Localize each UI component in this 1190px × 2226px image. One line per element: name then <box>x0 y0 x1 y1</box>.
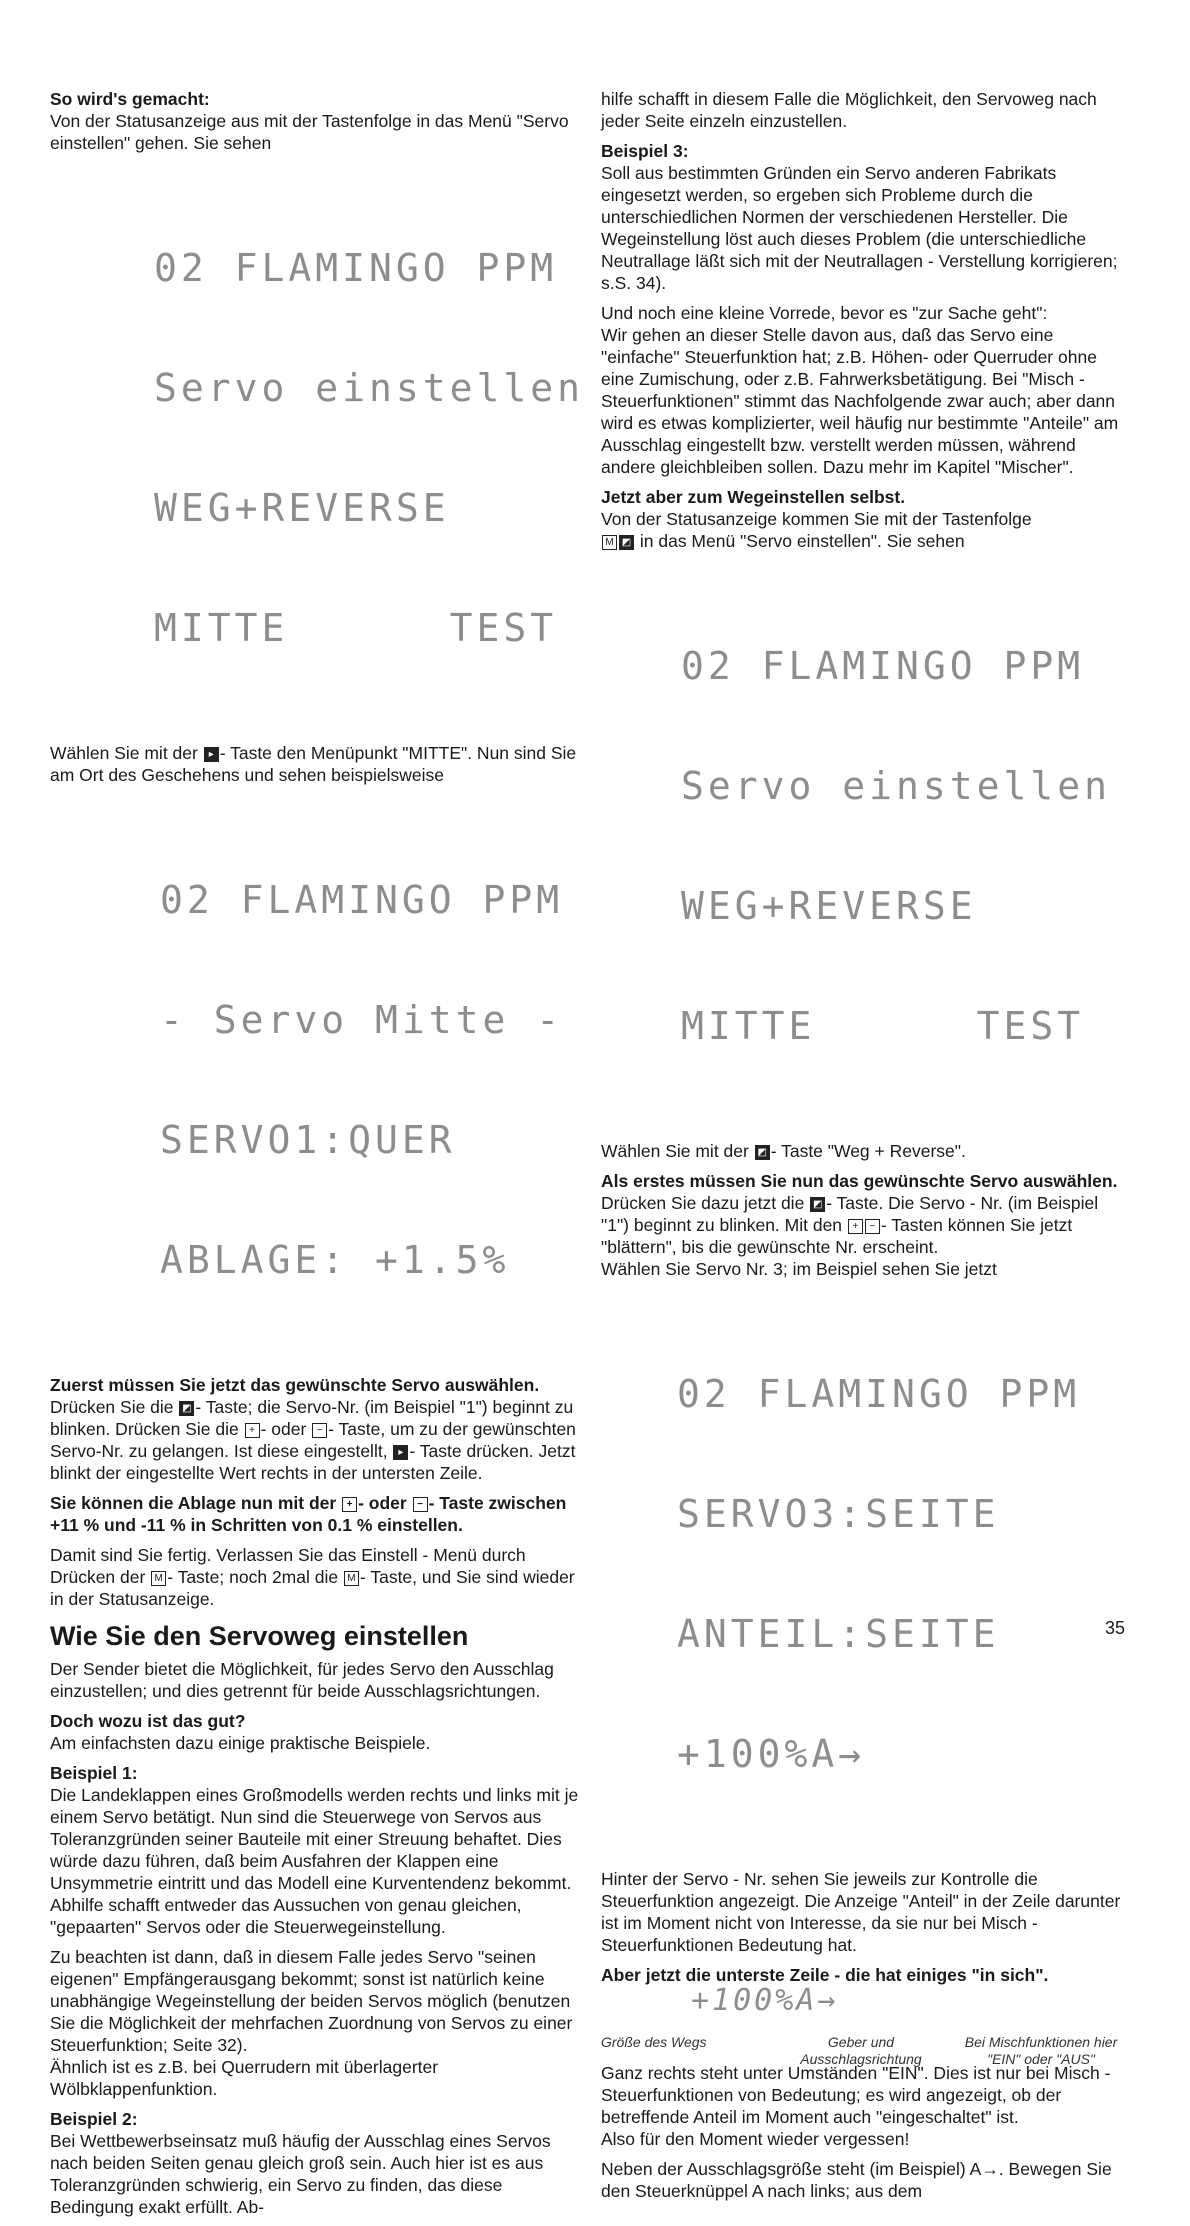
paragraph: Der Sender bietet die Möglichkeit, für jedes Servo den Ausschlag einzustellen; und dies getrennt für beide Ausschlagsrichtungen. <box>50 1659 554 1701</box>
paragraph: Wählen Sie Servo Nr. 3; im Beispiel sehen Sie jetzt <box>601 1259 997 1279</box>
text: - Taste den Menüpunkt "MITTE". Nun sind Sie am Ort des Geschehens und sehen beispielsweise <box>50 743 577 785</box>
section-title: Wie Sie den Servoweg einstellen <box>50 1621 469 1651</box>
text: - Taste; die Servo-Nr. (im Beispiel "1") beginnt zu blinken. Drücken Sie die <box>50 1397 574 1439</box>
menu-key-icon: M <box>602 535 617 550</box>
paragraph: Wir gehen an dieser Stelle davon aus, daß das Servo eine "einfache" Steuerfunktion hat; z.B. Höhen- oder Querruder ohne eine Zumischung, oder z.B. Fahrwerksbetätigung. Bei "Misch - Steuerfunktionen" stimmt das Nachfolgende zwar auch; aber dann wird es etwas komplizierter, weil häufig nur bestimmte "Anteile" am Ausschlag eingestellt bzw. verstellt werden müssen, während andere gleichbleiben sollen. Dazu mehr im Kapitel "Mischer". <box>601 325 1119 477</box>
legend-label-geber: Geber und Ausschlagsrichtung <box>800 2034 922 2067</box>
select-key-icon: ▸ <box>393 1445 408 1460</box>
enter-key-icon: ◩ <box>755 1145 770 1160</box>
left-column <box>50 88 585 2226</box>
text: Wählen Sie mit der <box>601 1141 749 1161</box>
lcd-line: 02 FLAMINGO PPM <box>677 1372 1081 1416</box>
lcd-line: 02 FLAMINGO PPM <box>681 644 1085 688</box>
heading: Aber jetzt die unterste Zeile - die hat einiges "in sich". <box>601 1965 1049 1985</box>
minus-key-icon: − <box>312 1423 327 1438</box>
legend-label-weg: Größe des Wegs <box>601 2034 707 2050</box>
paragraph: Und noch eine kleine Vorrede, bevor es "zur Sache geht": <box>601 303 1048 323</box>
menu-key-icon: M <box>344 1571 359 1586</box>
text: - Taste, und Sie sind wieder in der Statusanzeige. <box>50 1567 575 1609</box>
paragraph: Ähnlich ist es z.B. bei Querrudern mit überlagerter Wölbklappenfunktion. <box>50 2057 439 2099</box>
paragraph: Hinter der Servo - Nr. sehen Sie jeweils zur Kontrolle die Steuerfunktion angezeigt. Die Anzeige "Anteil" in der Zeile darunter ist im Moment nicht von Interesse, da sie nur bei Misch - Steuerfunktionen Bedeutung hat. <box>601 1869 1121 1955</box>
lcd-display-servo-mitte <box>50 800 582 1360</box>
lcd-line: Servo einstellen <box>681 764 1112 808</box>
lcd-display-servo3-seite <box>601 1294 1129 1854</box>
enter-key-icon: ◩ <box>810 1197 825 1212</box>
paragraph: Von der Statusanzeige aus mit der Tastenfolge in das Menü "Servo einstellen" gehen. Sie sehen <box>50 111 569 153</box>
paragraph: Soll aus bestimmten Gründen ein Servo anderen Fabrikats eingesetzt werden, so ergeben sich Probleme durch die unterschiedlichen Normen der verschiedenen Hersteller. Die Wegeinstellung löst auch dieses Problem (die unterschiedliche Neutrallage läßt sich mit der Neutrallagen - Verstellung korrigieren; s.S. 34). <box>601 163 1118 293</box>
lcd-line: MITTE TEST <box>681 1004 1085 1048</box>
paragraph-bold <box>50 1492 582 1536</box>
paragraph: Also für den Moment wieder vergessen! <box>601 2129 910 2149</box>
lcd-line: WEG+REVERSE <box>681 884 977 928</box>
lcd-line: - Servo Mitte - <box>160 998 564 1042</box>
text: in das Menü "Servo einstellen". Sie sehen <box>639 531 965 551</box>
heading-so-wirds-gemacht: So wird's gemacht: <box>50 89 210 109</box>
select-key-icon: ▸ <box>204 747 219 762</box>
text: - Taste zwischen +11 % und -11 % in Schritten von 0.1 % einstellen. <box>50 1493 567 1535</box>
text: Sie können die Ablage nun mit der <box>50 1493 337 1513</box>
enter-key-icon: ◩ <box>619 535 634 550</box>
text: - oder <box>260 1419 307 1439</box>
text: - oder <box>358 1493 407 1513</box>
paragraph: Ganz rechts steht unter Umständen "EIN". Dies ist nur bei Misch - Steuerfunktionen von Bedeutung; es wird angezeigt, ob der betreffende Anteil im Moment auch "eingeschaltet" ist. <box>601 2063 1111 2127</box>
heading: Jetzt aber zum Wegeinstellen selbst. <box>601 487 906 507</box>
lcd-line: MITTE TEST <box>154 606 558 650</box>
lcd-line: SERVO3:SEITE <box>677 1492 1000 1536</box>
paragraph <box>50 742 582 786</box>
text: Damit sind Sie fertig. Verlassen Sie das Einstell - Menü durch Drücken der <box>50 1545 526 1587</box>
heading: Als erstes müssen Sie nun das gewünschte Servo auswählen. <box>601 1171 1118 1191</box>
text: - Taste; noch 2mal die <box>167 1567 339 1587</box>
paragraph <box>50 1544 582 1610</box>
text: Von der Statusanzeige kommen Sie mit der Tastenfolge <box>601 509 1032 529</box>
lcd-line: +100%A→ <box>677 1732 866 1776</box>
paragraph: Neben der Ausschlagsgröße steht (im Beispiel) A→. Bewegen Sie den Steuerknüppel A nach links; aus dem <box>601 2159 1112 2201</box>
plus-key-icon: + <box>245 1423 260 1438</box>
paragraph: Am einfachsten dazu einige praktische Beispiele. <box>50 1733 431 1753</box>
legend-label-mischfunktionen: Bei Mischfunktionen hier "EIN" oder "AUS" <box>964 2034 1118 2067</box>
text: Drücken Sie dazu jetzt die <box>601 1193 805 1213</box>
paragraph: Die Landeklappen eines Großmodells werden rechts und links mit je einem Servo betätigt. Nun sind die Steuerwege von Servos aus Toleranzgründen seiner Bauteile mit einer Streuung behaftet. Dies würde dazu führen, daß beim Ausfahren der Klappen eine Unsymmetrie eintritt und das Modell eine Kurventendenz bekommt. Abhilfe schafft entweder das Aussuchen von genau gleichen, "gepaarten" Servos oder die Steuerwegeinstellung. <box>50 1785 579 1937</box>
text: - Taste, um zu der gewünschten Servo-Nr. zu gelangen. Ist diese eingestellt, <box>50 1419 576 1461</box>
enter-key-icon: ◩ <box>179 1401 194 1416</box>
plus-key-icon: + <box>342 1497 357 1512</box>
right-column <box>601 88 1129 2210</box>
minus-key-icon: − <box>413 1497 428 1512</box>
lcd-line: Servo einstellen <box>154 366 585 410</box>
paragraph <box>601 1140 1129 1162</box>
page-number: 35 <box>1105 1618 1126 1638</box>
text: - Taste drücken. Jetzt blinkt der eingestellte Wert rechts in der untersten Zeile. <box>50 1441 576 1483</box>
lcd-legend-diagram <box>601 1983 1129 2067</box>
lcd-line: SERVO1:QUER <box>160 1118 456 1162</box>
text: Drücken Sie die <box>50 1397 174 1417</box>
minus-key-icon: − <box>865 1219 880 1234</box>
text: - Taste. Die Servo - Nr. (im Beispiel "1") beginnt zu blinken. Mit den <box>601 1193 1099 1235</box>
lcd-line: ANTEIL:SEITE <box>677 1612 1000 1656</box>
lcd-line: 02 FLAMINGO PPM <box>160 878 564 922</box>
heading: Beispiel 2: <box>50 2109 138 2129</box>
paragraph: Bei Wettbewerbseinsatz muß häufig der Ausschlag eines Servos nach beiden Seiten genau gleich groß sein. Auch hier ist es aus Toleranzgründen schwierig, ein Servo zu finden, das diese Bedingung exakt erfüllt. Ab- <box>50 2131 551 2217</box>
plus-key-icon: + <box>848 1219 863 1234</box>
heading: Beispiel 3: <box>601 141 689 161</box>
paragraph <box>50 1396 582 1484</box>
lcd-line: 02 FLAMINGO PPM <box>154 246 558 290</box>
paragraph <box>601 1192 1129 1258</box>
text: Wählen Sie mit der <box>50 743 198 763</box>
menu-key-icon: M <box>151 1571 166 1586</box>
heading: Beispiel 1: <box>50 1763 138 1783</box>
lcd-display-servo-einstellen-2 <box>601 566 1129 1126</box>
heading: Zuerst müssen Sie jetzt das gewünschte Servo auswählen. <box>50 1375 540 1395</box>
legend-lcd-line: +100%A→ <box>691 1983 839 2018</box>
paragraph: Zu beachten ist dann, daß in diesem Falle jedes Servo "seinen eigenen" Empfängerausgang bekommt; sonst ist natürlich keine unabhängige Wegeinstellung der beiden Servos möglich (benutzen Sie die Möglichkeit der mehrfachen Zuordnung von Servos zu einer Steuerfunktion; Seite 32). <box>50 1947 573 2055</box>
paragraph <box>601 508 1129 552</box>
lcd-line: ABLAGE: +1.5% <box>160 1238 510 1282</box>
lcd-display-servo-einstellen <box>50 168 585 728</box>
heading: Doch wozu ist das gut? <box>50 1711 246 1731</box>
text: - Tasten können Sie jetzt "blättern", bis die gewünschte Nr. erscheint. <box>601 1215 1073 1257</box>
text: - Taste "Weg + Reverse". <box>770 1141 966 1161</box>
lcd-line: WEG+REVERSE <box>154 486 450 530</box>
paragraph: hilfe schafft in diesem Falle die Möglichkeit, den Servoweg nach jeder Seite einzeln einzustellen. <box>601 89 1097 131</box>
